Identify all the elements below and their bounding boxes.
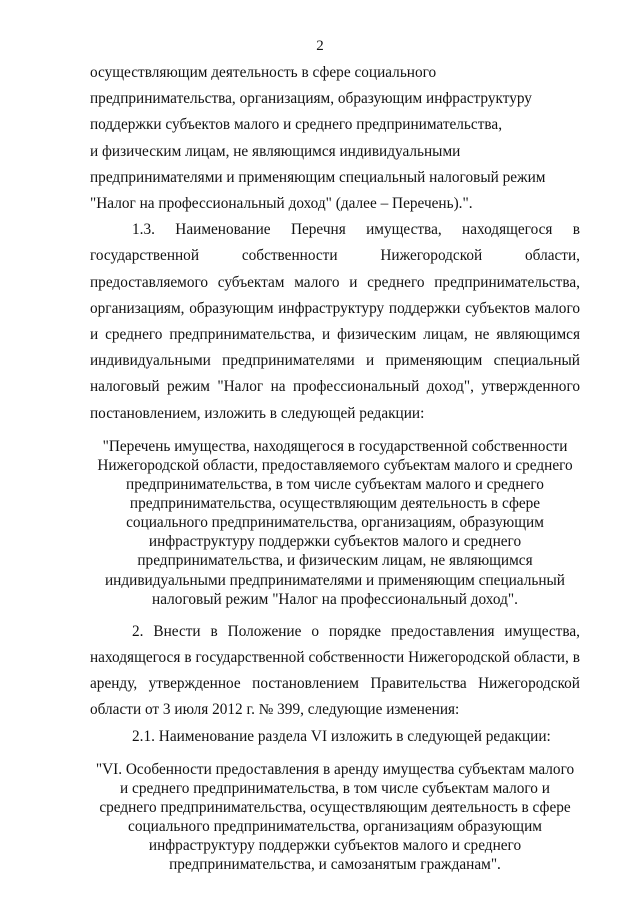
paragraph-line: предпринимательства, организациям, образующим инфраструктуру <box>90 90 532 108</box>
paragraph-line: осуществляющим деятельность в сфере социального <box>90 64 437 81</box>
quoted-section-title: "VI. Особенности предоставления в аренду имущества субъектам малого и среднего предпринимательства, в том числе субъектам малого и среднего предпринимательства, осуществляющим деятельность в сфере социального предпринимательства, организациям образующим инфраструктуру поддержки субъектов малого и среднего предпринимательства, и самозанятым гражданам". <box>95 760 575 874</box>
quoted-list-title: "Перечень имущества, находящегося в государственной собственности Нижегородской области, предоставляемого субъектам малого и среднего предпринимательства, в том числе субъектам малого и среднего предпринимательства, осуществляющим деятельность в сфере социального предпринимательства, организациям, образующим инфраструктуру поддержки субъектов малого и среднего предпринимательства, и физическим лицам, не являющимся индивидуальными предпринимателями и применяющим специальный налоговый режим "Налог на профессиональный доход". <box>97 437 573 608</box>
paragraph-line: предпринимателями и применяющим специальный налоговый режим <box>90 168 546 186</box>
paragraph-2-1: 2.1. Наименование раздела VI изложить в следующей редакции: <box>132 727 551 745</box>
paragraph-2: 2. Внести в Положение о порядке предоставления имущества, находящегося в государственной собственности Нижегородской области, в аренду, утвержденное постановлением Правительства Нижегородской области от 3 июля 2012 г. № 399, следующие изменения: <box>90 622 580 719</box>
document-body <box>90 60 580 884</box>
paragraph-line: и физическим лицам, не являющимся индивидуальными <box>90 142 461 160</box>
page-number: 2 <box>316 38 324 54</box>
paragraph-line: поддержки субъектов малого и среднего предпринимательства, <box>90 116 503 134</box>
paragraph-1-3: 1.3. Наименование Перечня имущества, находящегося в государственной собственности Нижегородской области, предоставляемого субъектам малого и среднего предпринимательства, организациям, образующим инфраструктуру поддержки субъектов малого и среднего предпринимательства, и физическим лицам, не являющимся индивидуальными предпринимателями и применяющим специальный налоговый режим "Налог на профессиональный доход", утвержденного постановлением, изложить в следующей редакции: <box>90 221 580 422</box>
paragraph-line: "Налог на профессиональный доход" (далее – Перечень).". <box>90 195 473 213</box>
